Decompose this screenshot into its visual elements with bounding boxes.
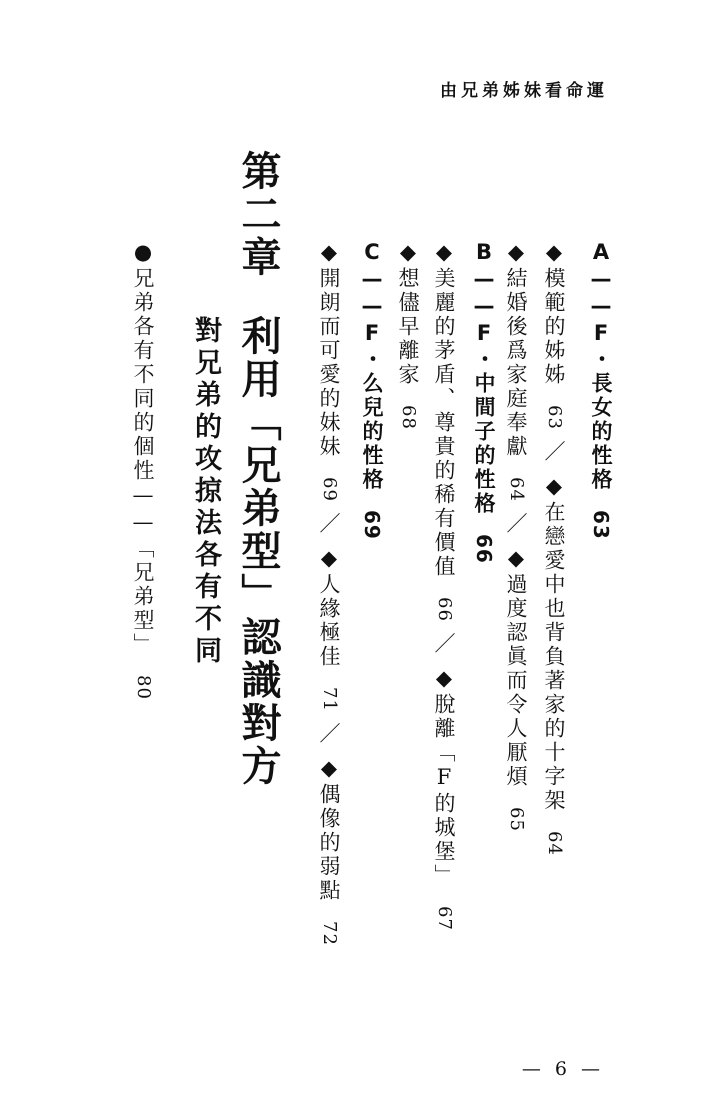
section-label: C——F・么兒的性格 [360, 240, 384, 492]
entry-page-number: 64 [506, 477, 527, 502]
section-page-number: 69 [360, 510, 384, 540]
entry-title: ●兄弟各有不同的個性——「兄弟型」 [131, 240, 155, 657]
toc-section-heading [590, 240, 611, 540]
running-head: 由兄弟姊妹看命運 [440, 81, 608, 101]
section-label: A——F・長女的性格 [589, 240, 613, 492]
toc-section-heading [473, 240, 494, 564]
entry-title: ◆想儘早離家 [396, 240, 420, 387]
toc-section-heading [361, 240, 382, 540]
entry-separator: ／ [317, 721, 341, 746]
entry-separator: ／ [504, 511, 528, 536]
entry-page-number: 80 [133, 675, 154, 700]
entry-page-number: 64 [544, 830, 565, 856]
section-page-number: 63 [589, 510, 613, 540]
entry-separator: ／ [542, 439, 566, 464]
entry-page-number: 67 [434, 905, 455, 931]
entry-title: ◆脫離「F的城堡」 [432, 665, 456, 888]
toc-entry-line [543, 240, 564, 856]
entry-title: ◆美麗的茅盾、尊貴的稀有價值 [432, 240, 456, 579]
entry-page-number: 68 [398, 405, 419, 430]
entry-title: ◆偶像的弱點 [317, 755, 341, 903]
entry-page-number: 63 [544, 405, 565, 430]
entry-title: ◆過度認眞而令人厭煩 [504, 545, 528, 789]
chapter-subtitle: 對兄弟的攻掠法各有不同 [190, 316, 221, 668]
entry-page-number: 71 [319, 686, 340, 712]
entry-title: ◆人緣極佳 [317, 545, 341, 669]
page-number: — 6 — [521, 1058, 604, 1080]
toc-entry-line [397, 240, 418, 430]
entry-separator: ／ [432, 631, 456, 656]
entry-title: ◆開朗而可愛的妹妹 [317, 240, 341, 459]
chapter-title: 利用「兄弟型」認識對方 [235, 315, 281, 788]
toc-entry-line [433, 240, 454, 931]
entry-separator: ／ [317, 511, 341, 536]
toc-entry-line [132, 240, 153, 700]
entry-title: ◆在戀愛中也背負著家的十字架 [542, 473, 566, 813]
chapter-number: 第二章 [235, 150, 281, 279]
section-label: B——F・中間子的性格 [472, 240, 496, 516]
entry-title: ◆模範的姊姊 [542, 240, 566, 387]
entry-page-number: 69 [319, 477, 340, 502]
entry-page-number: 66 [434, 597, 455, 622]
entry-title: ◆結婚後爲家庭奉獻 [504, 240, 528, 459]
toc-entry-line [318, 240, 339, 946]
section-page-number: 66 [472, 534, 496, 564]
entry-page-number: 65 [506, 806, 527, 832]
page-number-row [0, 1058, 726, 1080]
toc-entry-line [505, 240, 526, 832]
chapter-heading [235, 150, 281, 788]
entry-page-number: 72 [319, 920, 340, 946]
